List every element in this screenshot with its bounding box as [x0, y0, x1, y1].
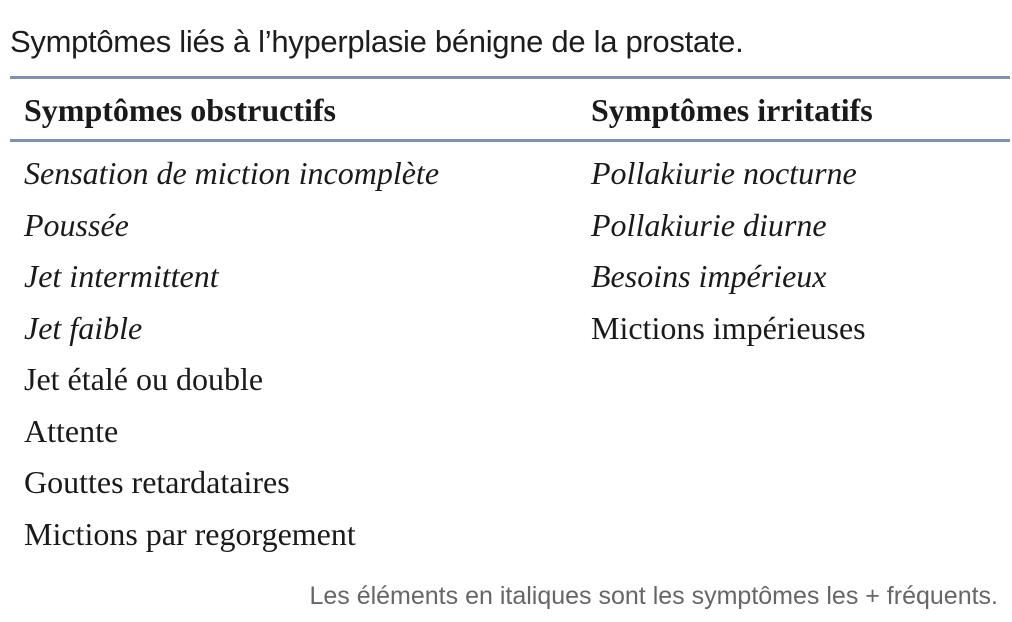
- obstructive-symptom-item: Attente: [24, 412, 119, 449]
- obstructive-symptom-item: Jet étalé ou double: [24, 361, 264, 397]
- obstructive-symptom-item: Poussée: [24, 206, 129, 243]
- obstructive-symptoms-list: [24, 150, 439, 562]
- irritative-symptom-item: Mictions impérieuses: [591, 309, 866, 346]
- header-irritative-symptoms: Symptômes irritatifs: [591, 92, 873, 128]
- irritative-symptom-item: Pollakiurie nocturne: [591, 155, 857, 191]
- table-top-rule: [10, 76, 1010, 79]
- irritative-symptom-item: Pollakiurie diurne: [591, 206, 827, 243]
- obstructive-symptom-item: Jet intermittent: [24, 258, 219, 294]
- obstructive-symptom-item: Sensation de miction incomplète: [24, 155, 440, 191]
- table-caption: Symptômes liés à l’hyperplasie bénigne de la prostate.: [10, 24, 744, 59]
- obstructive-symptom-item: Mictions par regorgement: [24, 515, 356, 552]
- table-footnote: Les éléments en italiques sont les symptômes les + fréquents.: [309, 582, 998, 610]
- irritative-symptoms-list: [591, 150, 866, 356]
- obstructive-symptom-item: Jet faible: [24, 309, 143, 346]
- table-header-rule: [10, 139, 1010, 142]
- irritative-symptom-item: Besoins impérieux: [591, 258, 827, 294]
- obstructive-symptom-item: Gouttes retardataires: [24, 464, 290, 500]
- header-obstructive-symptoms: Symptômes obstructifs: [24, 92, 336, 128]
